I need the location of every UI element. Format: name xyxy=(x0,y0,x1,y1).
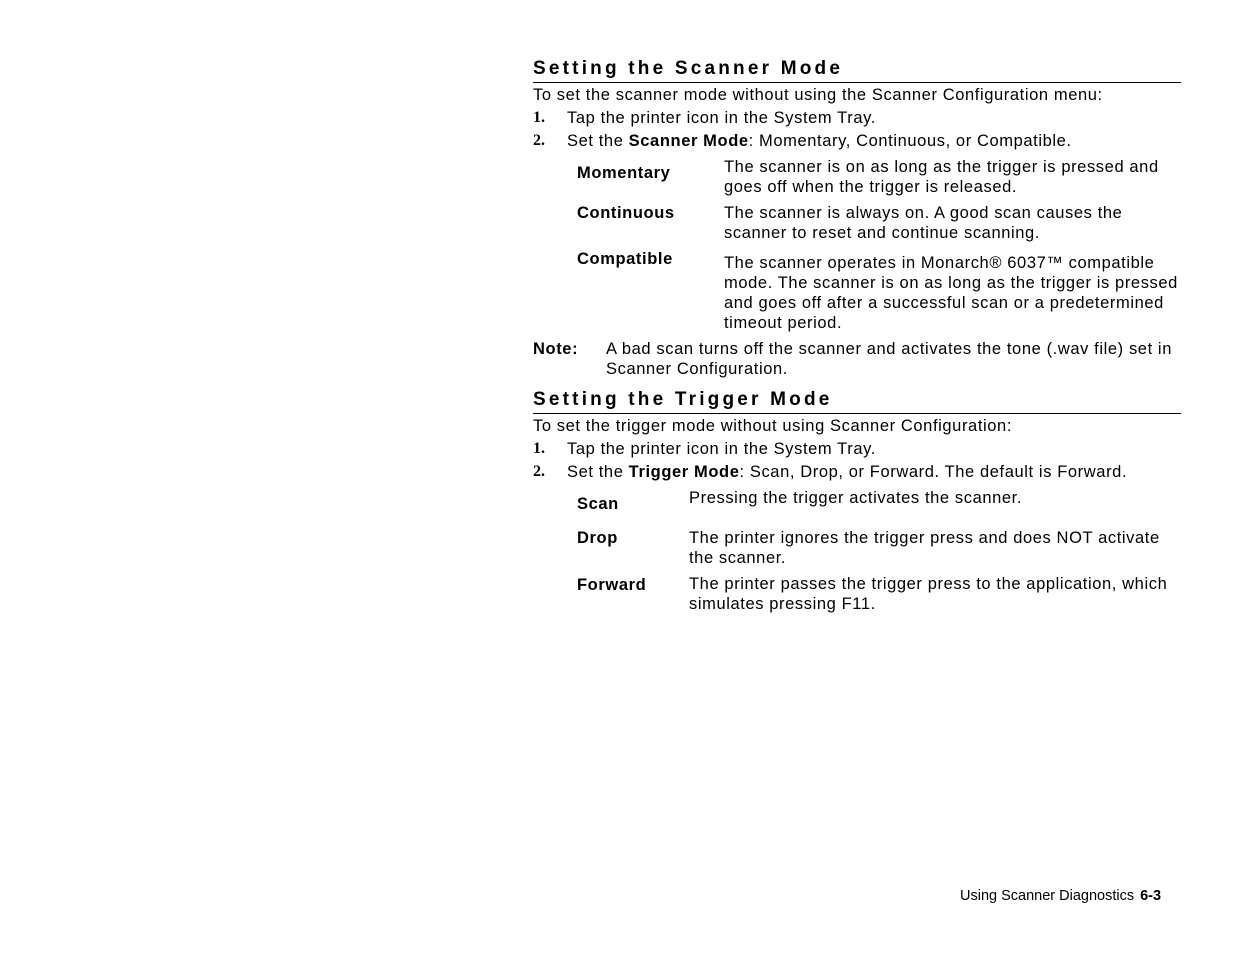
note-label: Note: xyxy=(533,340,579,358)
definition-term: Continuous xyxy=(577,204,675,222)
definition-row xyxy=(577,157,1181,197)
step-text-prefix: Set the xyxy=(567,463,629,481)
step-text-suffix: : Scan, Drop, or Forward. The default is Forward. xyxy=(739,463,1128,481)
step-number: 2. xyxy=(533,463,545,480)
footer-chapter-title: Using Scanner Diagnostics xyxy=(960,888,1135,904)
document-body xyxy=(533,58,1181,620)
definition-term: Momentary xyxy=(577,164,671,182)
step-number: 1. xyxy=(533,440,545,457)
section-heading: Setting the Trigger Mode xyxy=(533,389,1181,414)
definition-description: The printer passes the trigger press to the application, which simulates pressing F11. xyxy=(689,575,1168,613)
section-heading: Setting the Scanner Mode xyxy=(533,58,1181,83)
definition-term: Compatible xyxy=(577,250,673,268)
definition-description: The scanner is always on. A good scan causes the scanner to reset and continue scanning. xyxy=(724,204,1123,242)
definition-term: Forward xyxy=(577,576,647,594)
step-item xyxy=(533,108,1181,128)
definition-description: The printer ignores the trigger press and does NOT activate the scanner. xyxy=(689,529,1160,567)
definition-description: Pressing the trigger activates the scanner. xyxy=(689,489,1023,507)
step-text: Tap the printer icon in the System Tray. xyxy=(567,109,876,127)
trigger-mode-section xyxy=(533,389,1181,614)
note xyxy=(533,339,1181,379)
section-intro: To set the scanner mode without using the Scanner Configuration menu: xyxy=(533,86,1103,104)
step-text-suffix: : Momentary, Continuous, or Compatible. xyxy=(748,132,1072,150)
definition-description: The scanner is on as long as the trigger is pressed and goes off when the trigger is released. xyxy=(724,158,1159,196)
step-number: 2. xyxy=(533,132,545,149)
section-intro: To set the trigger mode without using Scanner Configuration: xyxy=(533,417,1013,435)
step-text: Tap the printer icon in the System Tray. xyxy=(567,440,876,458)
step-text-emphasis: Scanner Mode xyxy=(628,132,749,150)
definition-row xyxy=(577,574,1181,614)
definition-row xyxy=(577,528,1181,568)
step-text-emphasis: Trigger Mode xyxy=(628,463,740,481)
step-item xyxy=(533,439,1181,459)
step-text xyxy=(567,462,1181,482)
scanner-mode-section xyxy=(533,58,1181,379)
definition-term: Drop xyxy=(577,529,618,547)
definition-row xyxy=(577,203,1181,243)
step-item xyxy=(533,462,1181,482)
step-number: 1. xyxy=(533,109,545,126)
step-item xyxy=(533,131,1181,151)
scanner-mode-table xyxy=(577,157,1181,333)
definition-row xyxy=(577,488,1181,514)
definition-row xyxy=(577,249,1181,333)
note-text: A bad scan turns off the scanner and activates the tone (.wav file) set in Scanner Configuration. xyxy=(606,340,1172,378)
step-text xyxy=(567,131,1181,151)
trigger-mode-table xyxy=(577,488,1181,614)
footer-page-number: 6-3 xyxy=(1140,888,1162,904)
step-text-prefix: Set the xyxy=(567,132,629,150)
definition-term: Scan xyxy=(577,495,619,513)
definition-description: The scanner operates in Monarch® 6037™ compatible mode. The scanner is on as long as the trigger is pressed and goes off after a successful scan or a predetermined timeout period. xyxy=(724,254,1178,332)
page-footer xyxy=(960,888,1161,904)
